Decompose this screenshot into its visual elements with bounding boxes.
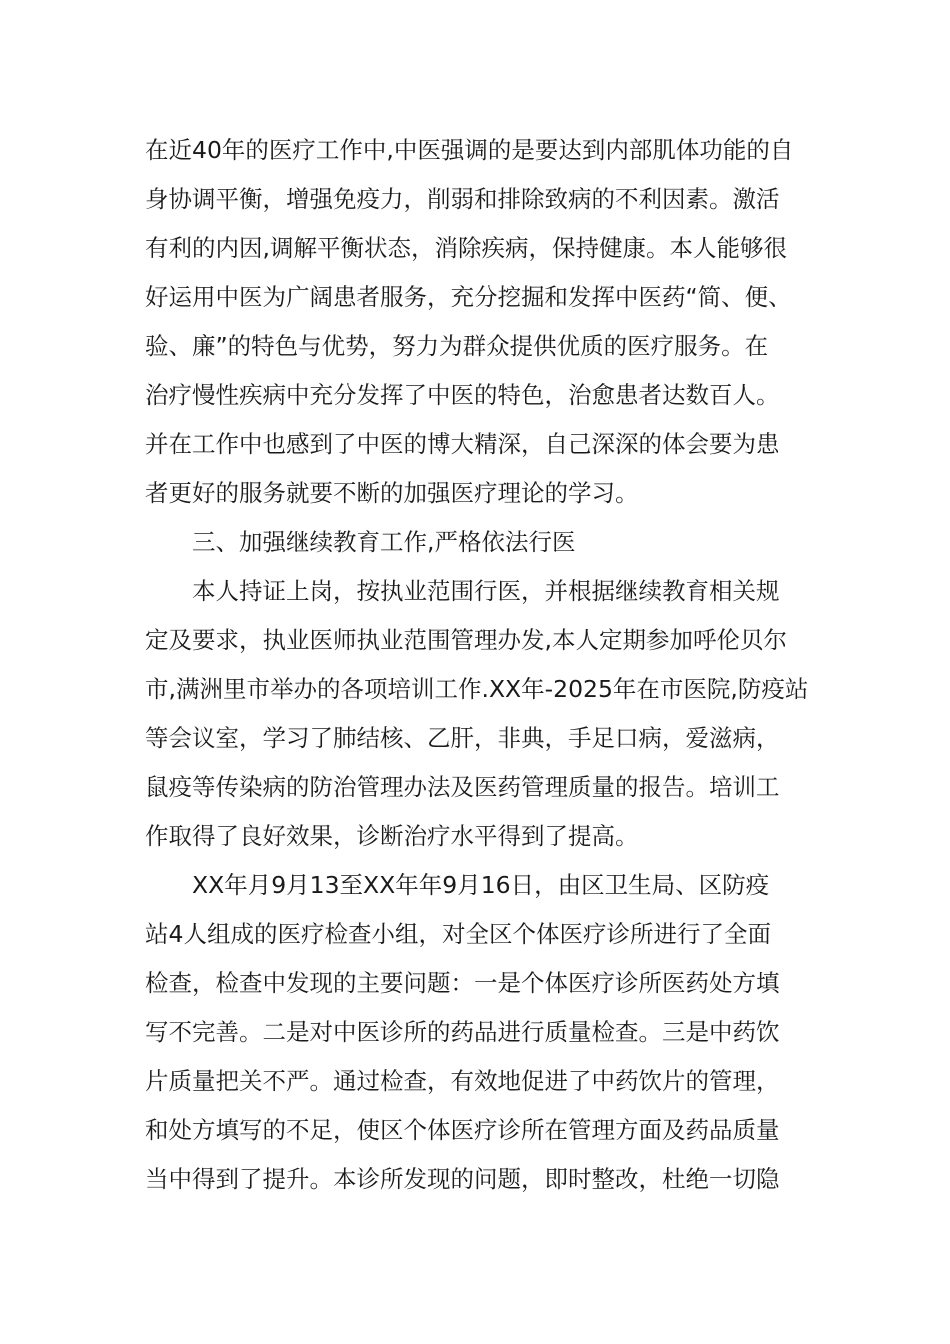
text-line: 站4人组成的医疗检查小组，对全区个体医疗诊所进行了全面 (145, 920, 771, 948)
text-line: 验、廉”的特色与优势，努力为群众提供优质的医疗服务。在 (145, 332, 769, 360)
text-line: 写不完善。二是对中医诊所的药品进行质量检查。三是中药饮 (145, 1018, 780, 1046)
text-line: 等会议室，学习了肺结核、乙肝，非典，手足口病，爱滋病， (145, 724, 780, 752)
text-line: 和处方填写的不足，使区个体医疗诊所在管理方面及药品质量 (145, 1116, 780, 1144)
text-line: 当中得到了提升。本诊所发现的问题，即时整改，杜绝一切隐 (145, 1165, 780, 1193)
text-line: 本人持证上岗，按执业范围行医，并根据继续教育相关规 (192, 577, 780, 605)
text-line: 片质量把关不严。通过检查，有效地促进了中药饮片的管理， (145, 1067, 780, 1095)
text-line: 定及要求，执业医师执业范围管理办发,本人定期参加呼伦贝尔 (145, 626, 787, 654)
text-line: 有利的内因,调解平衡状态，消除疾病，保持健康。本人能够很 (145, 234, 787, 262)
text-line: 在近40年的医疗工作中,中医强调的是要达到内部肌体功能的自 (145, 136, 794, 164)
text-line: 身协调平衡，增强免疫力，削弱和排除致病的不利因素。激活 (145, 185, 780, 213)
text-line: 并在工作中也感到了中医的博大精深，自己深深的体会要为患 (145, 430, 780, 458)
text-line: 治疗慢性疾病中充分发挥了中医的特色，治愈患者达数百人。 (145, 381, 780, 409)
text-line: 检查，检查中发现的主要问题：一是个体医疗诊所医药处方填 (145, 969, 780, 997)
text-line: 好运用中医为广阔患者服务，充分挖掘和发挥中医药“简、便、 (145, 283, 792, 311)
text-line: 鼠疫等传染病的防治管理办法及医药管理质量的报告。培训工 (145, 773, 780, 801)
document-body (145, 126, 845, 1204)
section-heading: 三、加强继续教育工作,严格依法行医 (192, 528, 576, 556)
text-line: 作取得了良好效果，诊断治疗水平得到了提高。 (145, 822, 639, 850)
text-line: XX年月9月13至XX年年9月16日，由区卫生局、区防疫 (192, 871, 770, 899)
text-line: 市,满洲里市举办的各项培训工作.XX年-2025年在市医院,防疫站 (145, 675, 809, 703)
text-line: 者更好的服务就要不断的加强医疗理论的学习。 (145, 479, 639, 507)
